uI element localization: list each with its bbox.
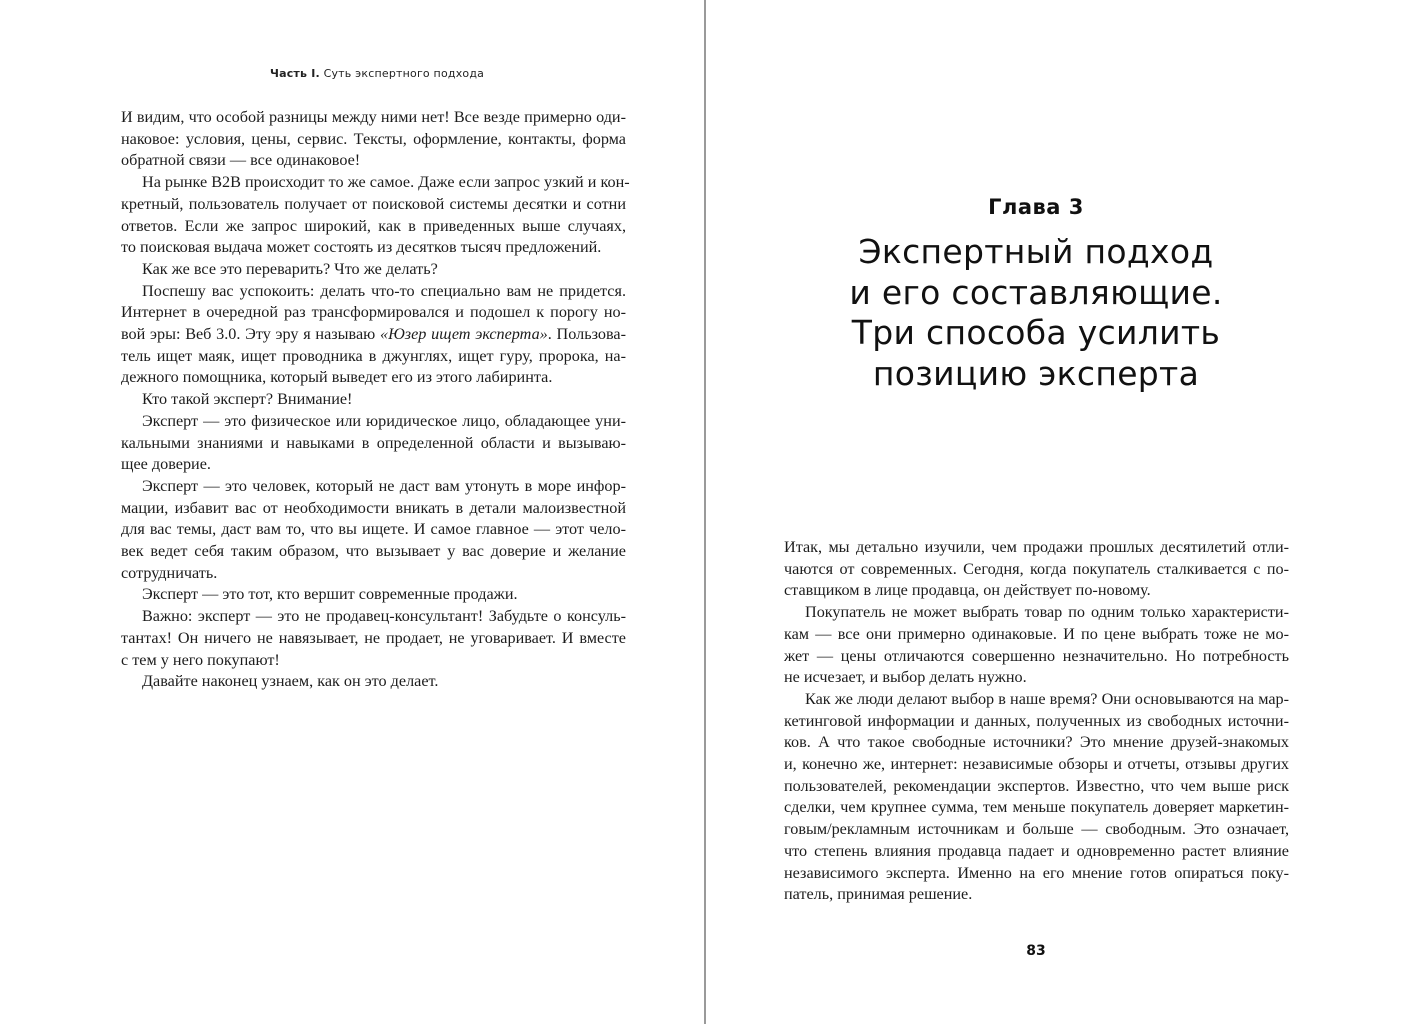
chapter-title-line: и его составляющие. bbox=[849, 272, 1223, 312]
text-line: щее доверие. bbox=[121, 455, 211, 474]
left-page bbox=[0, 0, 704, 1024]
running-header bbox=[270, 67, 484, 80]
text-line: Итак, мы детально изучили, чем продажи прошлых десятилетий отли- bbox=[784, 538, 1289, 556]
text-line: и, конечно же, интернет: независимые обзоры и отчеты, отзывы других bbox=[784, 755, 1289, 774]
text-line: пользователей, рекомендации экспертов. Известно, что чем выше риск bbox=[784, 776, 1289, 795]
right-page bbox=[706, 0, 1410, 1024]
text-line: наковое: условия, цены, сервис. Тексты, оформление, контакты, форма bbox=[121, 129, 626, 148]
text-line: что степень влияния продавца падает и одновременно растет влияние bbox=[784, 841, 1289, 860]
chapter-title-line: позицию эксперта bbox=[872, 353, 1200, 393]
text-line: Интернет в очередной раз трансформировался и подошел к порогу но- bbox=[121, 303, 626, 322]
text-line: сделки, чем крупнее сумма, тем меньше покупатель доверяет маркетин- bbox=[784, 798, 1289, 817]
text-line-segment: вой эры: Веб 3.0. Эту эру я называю bbox=[121, 325, 380, 344]
text-line: Как же люди делают выбор в наше время? Они основываются на мар- bbox=[805, 689, 1289, 708]
text-line: говым/рекламным источникам и больше — свободным. Это означает, bbox=[784, 820, 1289, 839]
text-line: то поисковая выдача может состоять из десятков тысяч предложений. bbox=[121, 238, 602, 257]
text-line: дежного помощника, который выведет его из этого лабиринта. bbox=[121, 368, 553, 387]
text-line: кальными знаниями и навыками в определенной области и вызываю- bbox=[121, 433, 626, 452]
running-header-part: Часть I. bbox=[270, 67, 320, 80]
text-line: ставщиком в лице продавца, он действует по-новому. bbox=[784, 581, 1151, 600]
chapter-title-line: Экспертный подход bbox=[858, 232, 1214, 271]
text-line: Эксперт — это физическое или юридическое лицо, обладающее уни- bbox=[142, 411, 626, 430]
text-line: Давайте наконец узнаем, как он это делает. bbox=[142, 672, 439, 691]
text-line-segment: . Пользова- bbox=[547, 325, 626, 344]
text-line: Кто такой эксперт? Внимание! bbox=[142, 390, 353, 409]
text-line: патель, принимая решение. bbox=[784, 885, 973, 904]
text-line: Поспешу вас успокоить: делать что-то специально вам не придется. bbox=[142, 281, 626, 300]
text-line: ков. А что такое свободные источники? Это мнение друзей-знакомых bbox=[784, 733, 1289, 752]
text-line: кам — все они примерно одинаковые. И по цене выбрать тоже не мо- bbox=[784, 624, 1289, 643]
text-line: На рынке B2B происходит то же самое. Даже если запрос узкий и кон- bbox=[142, 173, 630, 192]
chapter-title bbox=[706, 232, 1366, 394]
text-line: для вас темы, даст вам то, что вы ищете. И самое главное — этот чело- bbox=[121, 520, 626, 539]
text-line: Эксперт — это тот, кто вершит современные продажи. bbox=[142, 585, 518, 604]
text-line: ответов. Если же запрос широкий, как в приведенных выше случаях, bbox=[121, 216, 626, 235]
chapter-title-line: Три способа усилить bbox=[851, 313, 1221, 352]
italic-phrase: «Юзер ищет эксперта» bbox=[379, 325, 548, 344]
text-line: тель ищет маяк, ищет проводника в джунглях, ищет гуру, пророка, на- bbox=[121, 346, 626, 365]
text-line: кретный, пользователь получает от поисковой системы десятки и сотни bbox=[121, 194, 626, 213]
text-line: Важно: эксперт — это не продавец-консультант! Забудьте о консуль- bbox=[142, 607, 626, 626]
text-line: сотрудничать. bbox=[121, 563, 218, 582]
text-line: мации, избавит вас от необходимости вникать в детали малоизвестной bbox=[121, 498, 626, 517]
text-line: независимого эксперта. Именно на его мнение готов опираться поку- bbox=[784, 863, 1289, 882]
text-line: Покупатель не может выбрать товар по одним только характеристи- bbox=[805, 603, 1289, 622]
text-line: век ведет себя таким образом, что вызывает у вас доверие и желание bbox=[121, 542, 626, 561]
text-line: Эксперт — это человек, который не даст вам утонуть в море инфор- bbox=[142, 476, 626, 495]
text-line: чаются от современных. Сегодня, когда покупатель сталкивается с по- bbox=[784, 559, 1289, 578]
text-line: И видим, что особой разницы между ними нет! Все везде примерно оди- bbox=[121, 108, 626, 126]
text-line: тантах! Он ничего не навязывает, не продает, не уговаривает. И вместе bbox=[121, 628, 626, 647]
chapter-label: Глава 3 bbox=[988, 195, 1084, 219]
running-header-title: Суть экспертного подхода bbox=[323, 67, 485, 80]
right-body-text bbox=[784, 537, 1289, 906]
text-line: жет — цены отличаются совершенно незначительно. Но потребность bbox=[784, 646, 1289, 665]
text-line: обратной связи — все одинаковое! bbox=[121, 151, 361, 170]
text-line: не исчезает, и выбор делать нужно. bbox=[784, 668, 1027, 687]
text-line: с тем у него покупают! bbox=[121, 650, 280, 669]
text-line bbox=[121, 324, 626, 346]
page-number: 83 bbox=[1026, 943, 1046, 959]
left-body-text bbox=[121, 107, 630, 693]
text-line: кетинговой информации и данных, полученных из свободных источни- bbox=[784, 711, 1289, 730]
text-line: Как же все это переварить? Что же делать? bbox=[142, 259, 438, 278]
